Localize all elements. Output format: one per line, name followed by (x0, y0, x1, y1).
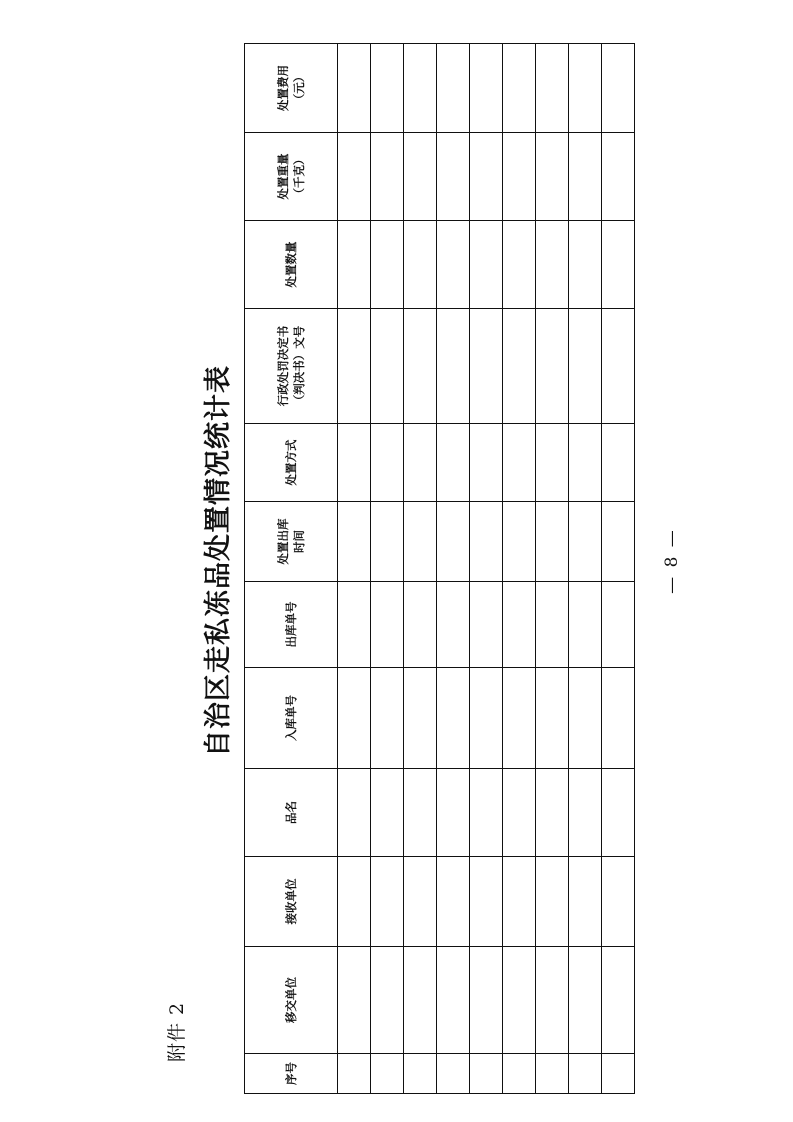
table-body (338, 44, 635, 1094)
table-cell (371, 582, 404, 668)
table-row (371, 44, 404, 1094)
table-cell (404, 309, 437, 424)
table-cell (338, 1054, 371, 1094)
header-receiving-unit: 接收单位 (245, 857, 338, 947)
table-cell (437, 1054, 470, 1094)
table-cell (338, 221, 371, 309)
table-cell (437, 309, 470, 424)
table-cell (602, 947, 635, 1054)
table-cell (602, 668, 635, 769)
table-cell (371, 1054, 404, 1094)
table-cell (437, 424, 470, 502)
table-cell (437, 44, 470, 133)
table-cell (569, 947, 602, 1054)
table-cell (470, 44, 503, 133)
table-cell (437, 668, 470, 769)
header-inbound-no: 入库单号 (245, 668, 338, 769)
header-transferring-unit: 移交单位 (245, 947, 338, 1054)
table-cell (338, 582, 371, 668)
table-cell (470, 668, 503, 769)
table-cell (503, 502, 536, 582)
table-cell (404, 221, 437, 309)
table-cell (569, 668, 602, 769)
table-cell (536, 221, 569, 309)
table-cell (404, 44, 437, 133)
table-cell (503, 857, 536, 947)
page-title: 自治区走私冻品处置情况统计表 (203, 365, 234, 757)
table-cell (503, 309, 536, 424)
table-cell (470, 769, 503, 857)
table-cell (470, 309, 503, 424)
table-cell (404, 1054, 437, 1094)
table-cell (602, 502, 635, 582)
table-cell (503, 769, 536, 857)
table-cell (503, 668, 536, 769)
table-row (437, 44, 470, 1094)
table-cell (503, 44, 536, 133)
header-outbound-no: 出库单号 (245, 582, 338, 668)
table-cell (569, 424, 602, 502)
header-product-name: 品名 (245, 769, 338, 857)
header-disposal-weight: 处置重量 （千克） (245, 133, 338, 221)
table-cell (602, 769, 635, 857)
table-cell (470, 424, 503, 502)
table-cell (602, 44, 635, 133)
table-cell (470, 947, 503, 1054)
header-disposal-method: 处置方式 (245, 424, 338, 502)
table-cell (503, 582, 536, 668)
table-cell (470, 857, 503, 947)
table-cell (404, 769, 437, 857)
header-disposal-date: 处置出库 时间 (245, 502, 338, 582)
table-cell (569, 1054, 602, 1094)
header-serial-no: 序号 (245, 1054, 338, 1094)
header-disposal-cost: 处置费用 （元） (245, 44, 338, 133)
table-cell (437, 769, 470, 857)
table-cell (437, 502, 470, 582)
table-cell (470, 582, 503, 668)
table-cell (437, 947, 470, 1054)
table-cell (569, 582, 602, 668)
table-cell (404, 502, 437, 582)
table-cell (371, 133, 404, 221)
table-cell (536, 769, 569, 857)
table-cell (569, 769, 602, 857)
table-cell (503, 1054, 536, 1094)
table-cell (536, 133, 569, 221)
table-cell (536, 857, 569, 947)
table-cell (569, 221, 602, 309)
table-cell (404, 582, 437, 668)
table-row (536, 44, 569, 1094)
table-cell (404, 947, 437, 1054)
table-cell (371, 947, 404, 1054)
table-cell (470, 502, 503, 582)
table-cell (371, 502, 404, 582)
table-cell (371, 769, 404, 857)
table-cell (371, 424, 404, 502)
table-cell (569, 857, 602, 947)
table-cell (437, 133, 470, 221)
table-cell (536, 582, 569, 668)
table-cell (371, 44, 404, 133)
attachment-label: 附件 2 (166, 1001, 188, 1062)
table-cell (569, 309, 602, 424)
table-cell (536, 668, 569, 769)
table-cell (470, 133, 503, 221)
table-row (569, 44, 602, 1094)
table-cell (602, 221, 635, 309)
table-cell (437, 857, 470, 947)
table-cell (602, 133, 635, 221)
table-row (470, 44, 503, 1094)
table-cell (503, 424, 536, 502)
header-disposal-quantity: 处置数量 (245, 221, 338, 309)
table-cell (569, 44, 602, 133)
table-cell (437, 582, 470, 668)
header-decision-doc-no: 行政处罚决定书 （判决书）文号 (245, 309, 338, 424)
table-cell (338, 769, 371, 857)
table-cell (371, 857, 404, 947)
table-cell (503, 133, 536, 221)
table-cell (338, 44, 371, 133)
table-cell (569, 502, 602, 582)
table-row (338, 44, 371, 1094)
table-cell (404, 133, 437, 221)
table-cell (602, 309, 635, 424)
table-cell (602, 424, 635, 502)
table-header-row (245, 44, 338, 1094)
table-row (404, 44, 437, 1094)
page-number: — 8 — (662, 528, 682, 594)
table-cell (371, 221, 404, 309)
table-cell (536, 947, 569, 1054)
table-cell (338, 668, 371, 769)
table-cell (437, 221, 470, 309)
table-row (503, 44, 536, 1094)
table-cell (371, 668, 404, 769)
table-cell (536, 309, 569, 424)
table-cell (371, 309, 404, 424)
table-cell (536, 424, 569, 502)
table-cell (338, 857, 371, 947)
table-cell (338, 502, 371, 582)
table-cell (404, 424, 437, 502)
table-cell (470, 221, 503, 309)
table-cell (569, 133, 602, 221)
table-cell (602, 1054, 635, 1094)
table-cell (536, 44, 569, 133)
table-cell (338, 947, 371, 1054)
table-cell (503, 221, 536, 309)
table-cell (338, 309, 371, 424)
table-cell (404, 857, 437, 947)
table-cell (536, 502, 569, 582)
table-cell (503, 947, 536, 1054)
table-cell (536, 1054, 569, 1094)
table-cell (470, 1054, 503, 1094)
table-cell (338, 133, 371, 221)
table-cell (338, 424, 371, 502)
table-cell (404, 668, 437, 769)
statistics-table (244, 43, 635, 1094)
table-cell (602, 857, 635, 947)
table-cell (602, 582, 635, 668)
table-row (602, 44, 635, 1094)
